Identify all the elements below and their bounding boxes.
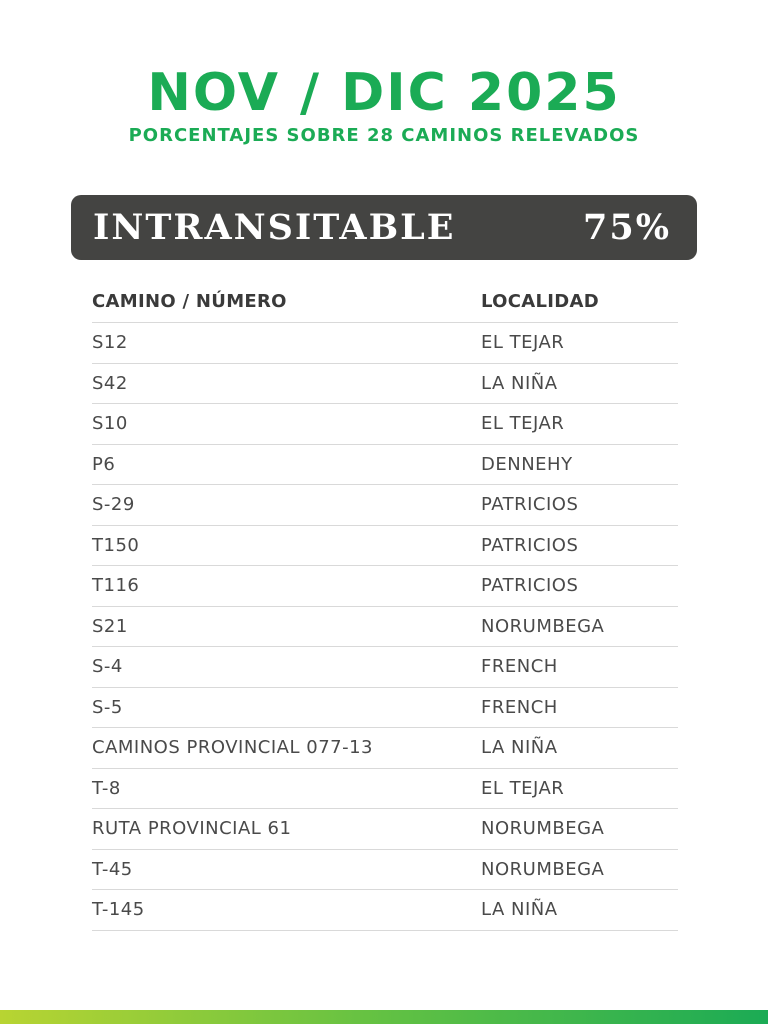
page-subtitle: PORCENTAJES SOBRE 28 CAMINOS RELEVADOS	[128, 125, 640, 146]
locality-cell: FRENCH	[481, 696, 558, 718]
table-body	[92, 323, 678, 931]
locality-cell: LA NIÑA	[481, 372, 558, 394]
locality-cell: NORUMBEGA	[481, 818, 605, 840]
page-title: NOV / DIC 2025	[147, 63, 621, 123]
road-cell: T116	[92, 575, 140, 597]
table-row	[92, 566, 678, 607]
road-cell: RUTA PROVINCIAL 61	[92, 818, 292, 840]
locality-cell: EL TEJAR	[481, 777, 565, 799]
gradient-footer-bar	[0, 1010, 768, 1024]
table-row	[92, 647, 678, 688]
table-row	[92, 728, 678, 769]
locality-cell: PATRICIOS	[481, 575, 579, 597]
table-row	[92, 404, 678, 445]
table-header	[92, 280, 678, 323]
road-cell: S-29	[92, 494, 135, 516]
table-row	[92, 688, 678, 729]
status-percentage: 75%	[583, 207, 671, 248]
locality-cell: FRENCH	[481, 656, 558, 678]
table-row	[92, 890, 678, 931]
status-banner	[71, 195, 697, 260]
road-cell: P6	[92, 453, 116, 475]
table-row	[92, 445, 678, 486]
locality-cell: EL TEJAR	[481, 413, 565, 435]
locality-cell: NORUMBEGA	[481, 615, 605, 637]
status-label: INTRANSITABLE	[93, 207, 456, 248]
road-cell: CAMINOS PROVINCIAL 077-13	[92, 737, 373, 759]
column-header-locality: LOCALIDAD	[481, 290, 599, 312]
road-cell: T-45	[92, 858, 133, 880]
locality-cell: PATRICIOS	[481, 534, 579, 556]
road-cell: S-5	[92, 696, 123, 718]
table-row	[92, 809, 678, 850]
table-row	[92, 323, 678, 364]
table-row	[92, 850, 678, 891]
road-cell: S12	[92, 332, 128, 354]
road-cell: S10	[92, 413, 128, 435]
column-header-road: CAMINO / NÚMERO	[92, 290, 287, 312]
table-row	[92, 526, 678, 567]
locality-cell: NORUMBEGA	[481, 858, 605, 880]
road-cell: T150	[92, 534, 140, 556]
locality-cell: LA NIÑA	[481, 737, 558, 759]
road-cell: T-145	[92, 899, 145, 921]
road-cell: S-4	[92, 656, 123, 678]
roads-table	[92, 280, 678, 931]
road-cell: S42	[92, 372, 128, 394]
locality-cell: EL TEJAR	[481, 332, 565, 354]
table-row	[92, 769, 678, 810]
locality-cell: LA NIÑA	[481, 899, 558, 921]
table-row	[92, 364, 678, 405]
locality-cell: PATRICIOS	[481, 494, 579, 516]
road-cell: S21	[92, 615, 128, 637]
table-row	[92, 607, 678, 648]
road-cell: T-8	[92, 777, 121, 799]
table-row	[92, 485, 678, 526]
locality-cell: DENNEHY	[481, 453, 573, 475]
